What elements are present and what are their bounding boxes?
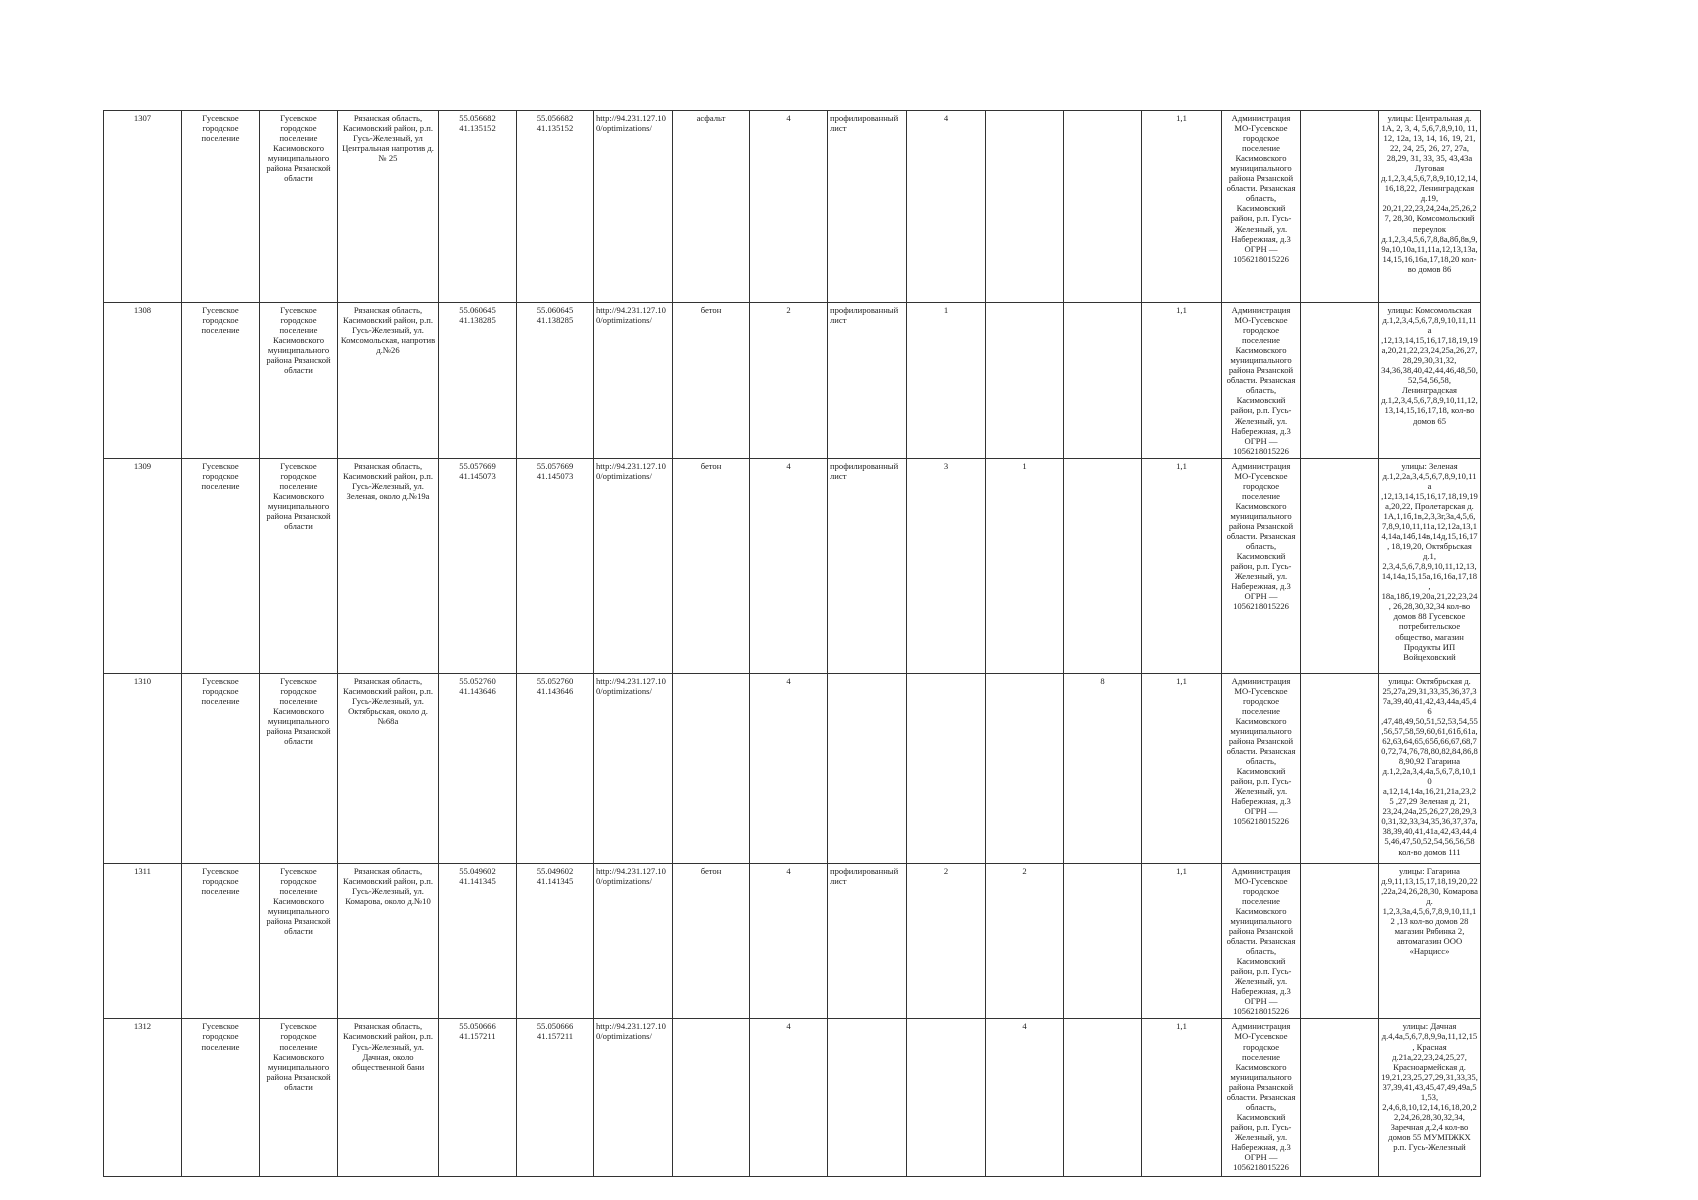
cell-coordinates-lat: 55.056682 41.135152 — [439, 111, 517, 303]
document-sheet — [103, 110, 1481, 1177]
cell-count-b — [986, 303, 1064, 459]
cell-area: 4 — [750, 111, 828, 303]
cell-area: 4 — [750, 863, 828, 1019]
cell-count-d — [1301, 673, 1379, 863]
cell-sources: улицы: Октябрьская д. 25,27а,29,31,33,35,36,37,3 7а,39,40,41,42,43,44а,45,46 ,47,48,49,50,51,52,53,54,55 ,56,57,58,59,60,61,61б,61а, 62,63,64,65,65б,66,67,68,7 0,72,74,76,78,80,82,84,86,8 8,90,92 Гагарина д.1,2,2а,3,4,4а,5,6,7,8,10,10 а,12,14,14а,16,21,21а,23,25 ,27,29 Зеленая д. 21, 23,24,24а,25,26,27,28,29,3 0,31,32,33,34,35,36,37,37а, 38,39,40,41,41а,42,43,44,4 5,46,47,50,52,54,56,56,58 кол-во домов 111 — [1379, 673, 1481, 863]
table-row — [104, 673, 1481, 863]
cell-address: Рязанская область, Касимовский район, р.п. Гусь-Железный, ул. Зеленая, около д.№19а — [338, 458, 439, 673]
cell-owner: Гусевское городское поселение Касимовского муниципального района Рязанской области — [260, 863, 338, 1019]
cell-cover: бетон — [673, 863, 750, 1019]
cell-settlement: Гусевское городское поселение — [182, 111, 260, 303]
cell-count-a: 2 — [907, 863, 986, 1019]
cell-sources: улицы: Дачная д.4,4а,5,6,7,8,9,9а,11,12,15, Красная д.21а,22,23,24,25,27, Красноармейская д. 19,21,23,25,27,29,31,33,35, 37,39,41,43,45,47,49,49а,5 1,53, 2,4,6,8,10,12,14,16,18,20,2 2,24,26,28,30,32,34, Заречная д.2,4 кол-во домов 55 МУМПЖКХ р.п. Гусь-Железный — [1379, 1019, 1481, 1177]
cell-owner: Гусевское городское поселение Касимовского муниципального района Рязанской области — [260, 1019, 338, 1177]
cell-cover — [673, 673, 750, 863]
cell-count-b: 2 — [986, 863, 1064, 1019]
cell-owner: Гусевское городское поселение Касимовского муниципального района Рязанской области — [260, 673, 338, 863]
cell-link[interactable]: http://94.231.127.10 0/optimizations/ — [594, 303, 673, 459]
cell-count-a: 1 — [907, 303, 986, 459]
cell-owner: Гусевское городское поселение Касимовского муниципального района Рязанской области — [260, 303, 338, 459]
cell-coordinates-lon: 55.050666 41.157211 — [517, 1019, 594, 1177]
table-row — [104, 458, 1481, 673]
cell-coordinates-lon: 55.052760 41.143646 — [517, 673, 594, 863]
cell-organization: Администрация МО-Гусевское городское поселение Касимовского муниципального района Рязанской области. Рязанская область, Касимовский район, р.п. Гусь-Железный, ул. Набережная, д.3 ОГРН — 1056218015226 — [1222, 458, 1301, 673]
cell-fence: профилированный лист — [828, 863, 907, 1019]
cell-count-c — [1064, 458, 1142, 673]
cell-volume: 1,1 — [1142, 303, 1222, 459]
cell-coordinates-lon: 55.057669 41.145073 — [517, 458, 594, 673]
cell-area: 4 — [750, 458, 828, 673]
cell-organization: Администрация МО-Гусевское городское поселение Касимовского муниципального района Рязанской области. Рязанская область, Касимовский район, р.п. Гусь-Железный, ул. Набережная, д.3 ОГРН — 1056218015226 — [1222, 673, 1301, 863]
cell-coordinates-lat: 55.052760 41.143646 — [439, 673, 517, 863]
cell-organization: Администрация МО-Гусевское городское поселение Касимовского муниципального района Рязанской области. Рязанская область, Касимовский район, р.п. Гусь-Железный, ул. Набережная, д.3 ОГРН — 1056218015226 — [1222, 1019, 1301, 1177]
cell-sources: улицы: Зеленая д.1,2,2а,3,4,5,6,7,8,9,10,11а ,12,13,14,15,16,17,18,19,19 а,20,22, Пролетарская д. 1А,1,1б,1в,2,3,3г,3а,4,5,6, 7,8,9,10,11,11а,12,12а,13,1 4,14а,14б,14в,14д,15,16,17, 18,19,20, Октябрьская д.1, 2,3,4,5,6,7,8,9,10,11,12,13, 14,14а,15,15а,16,16а,17,18, 18а,18б,19,20а,21,22,23,24, 26,28,30,32,34 кол-во домов 88 Гусевское потребительское общество, магазин Продукты ИП Войцеховский — [1379, 458, 1481, 673]
cell-address: Рязанская область, Касимовский район, р.п. Гусь-Железный, ул. Комарова, около д.№10 — [338, 863, 439, 1019]
cell-cover: асфальт — [673, 111, 750, 303]
cell-area: 2 — [750, 303, 828, 459]
cell-organization: Администрация МО-Гусевское городское поселение Касимовского муниципального района Рязанской области. Рязанская область, Касимовский район, р.п. Гусь-Железный, ул. Набережная, д.3 ОГРН — 1056218015226 — [1222, 111, 1301, 303]
cell-coordinates-lat: 55.060645 41.138285 — [439, 303, 517, 459]
cell-coordinates-lon: 55.049602 41.141345 — [517, 863, 594, 1019]
cell-count-b — [986, 111, 1064, 303]
cell-volume: 1,1 — [1142, 458, 1222, 673]
cell-link[interactable]: http://94.231.127.10 0/optimizations/ — [594, 1019, 673, 1177]
cell-sources: улицы: Комсомольская д.1,2,3,4,5,6,7,8,9,10,11,11а ,12,13,14,15,16,17,18,19,19 а,20,21,22,23,24,25а,26,27, 28,29,30,31,32, 34,36,38,40,42,44,46,48,50, 52,54,56,58, Ленинградская д.1,2,3,4,5,6,7,8,9,10,11,12, 13,14,15,16,17,18, кол-во домов 65 — [1379, 303, 1481, 459]
cell-link[interactable]: http://94.231.127.10 0/optimizations/ — [594, 863, 673, 1019]
cell-count-b: 1 — [986, 458, 1064, 673]
cell-address: Рязанская область, Касимовский район, р.п. Гусь-Железный, ул Центральная напротив д. № 25 — [338, 111, 439, 303]
cell-cover — [673, 1019, 750, 1177]
cell-fence: профилированный лист — [828, 458, 907, 673]
cell-coordinates-lon: 55.060645 41.138285 — [517, 303, 594, 459]
cell-coordinates-lat: 55.057669 41.145073 — [439, 458, 517, 673]
cell-address: Рязанская область, Касимовский район, р.п. Гусь-Железный, ул. Октябрьская, около д. №68а — [338, 673, 439, 863]
cell-count-c — [1064, 863, 1142, 1019]
registry-table — [103, 110, 1481, 1177]
cell-count-a — [907, 1019, 986, 1177]
cell-count-d — [1301, 111, 1379, 303]
cell-cover: бетон — [673, 458, 750, 673]
cell-count-d — [1301, 303, 1379, 459]
cell-owner: Гусевское городское поселение Касимовского муниципального района Рязанской области — [260, 111, 338, 303]
cell-settlement: Гусевское городское поселение — [182, 458, 260, 673]
cell-link[interactable]: http://94.231.127.10 0/optimizations/ — [594, 673, 673, 863]
table-row — [104, 303, 1481, 459]
cell-number: 1309 — [104, 458, 182, 673]
cell-cover: бетон — [673, 303, 750, 459]
cell-area: 4 — [750, 1019, 828, 1177]
cell-count-d — [1301, 863, 1379, 1019]
cell-volume: 1,1 — [1142, 111, 1222, 303]
cell-count-d — [1301, 458, 1379, 673]
cell-count-b: 4 — [986, 1019, 1064, 1177]
table-row — [104, 863, 1481, 1019]
cell-count-a — [907, 673, 986, 863]
cell-count-a: 4 — [907, 111, 986, 303]
cell-area: 4 — [750, 673, 828, 863]
cell-link[interactable]: http://94.231.127.10 0/optimizations/ — [594, 111, 673, 303]
cell-count-c — [1064, 111, 1142, 303]
cell-coordinates-lat: 55.049602 41.141345 — [439, 863, 517, 1019]
cell-count-c: 8 — [1064, 673, 1142, 863]
cell-address: Рязанская область, Касимовский район, р.п. Гусь-Железный, ул. Комсомольская, напротив д.№26 — [338, 303, 439, 459]
cell-fence: профилированный лист — [828, 111, 907, 303]
cell-volume: 1,1 — [1142, 673, 1222, 863]
cell-volume: 1,1 — [1142, 863, 1222, 1019]
cell-sources: улицы: Гагарина д.9,11,13,15,17,18,19,20,22 ,22а,24,26,28,30, Комарова д. 1,2,3,3а,4,5,6,7,8,9,10,11,12 ,13 кол-во домов 28 магазин Рябинка 2, автомагазин ООО «Нарцисс» — [1379, 863, 1481, 1019]
cell-settlement: Гусевское городское поселение — [182, 673, 260, 863]
cell-number: 1307 — [104, 111, 182, 303]
cell-organization: Администрация МО-Гусевское городское поселение Касимовского муниципального района Рязанской области. Рязанская область, Касимовский район, р.п. Гусь-Железный, ул. Набережная, д.3 ОГРН — 1056218015226 — [1222, 863, 1301, 1019]
cell-fence: профилированный лист — [828, 303, 907, 459]
cell-fence — [828, 673, 907, 863]
cell-number: 1312 — [104, 1019, 182, 1177]
cell-count-b — [986, 673, 1064, 863]
cell-fence — [828, 1019, 907, 1177]
cell-address: Рязанская область, Касимовский район, р.п. Гусь-Железный, ул. Дачная, около общественной бани — [338, 1019, 439, 1177]
cell-coordinates-lon: 55.056682 41.135152 — [517, 111, 594, 303]
cell-sources: улицы: Центральная д. 1А, 2, 3, 4, 5,6,7,8,9,10, 11, 12, 12а, 13, 14, 16, 19, 21, 22, 24, 25, 26, 27, 27а, 28,29, 31, 33, 35, 43,43а Луговая д.1,2,3,4,5,6,7,8,9,10,12,14, 16,18,22, Ленинградская д.19, 20,21,22,23,24,24а,25,26,2 7, 28,30, Комсомольский переулок д.1,2,3,4,5,6,7,8,8а,8б,8в,9, 9а,10,10а,11,11а,12,13,13а, 14,15,16,16а,17,18,20 кол-во домов 86 — [1379, 111, 1481, 303]
cell-count-d — [1301, 1019, 1379, 1177]
table-row — [104, 1019, 1481, 1177]
cell-organization: Администрация МО-Гусевское городское поселение Касимовского муниципального района Рязанской области. Рязанская область, Касимовский район, р.п. Гусь-Железный, ул. Набережная, д.3 ОГРН — 1056218015226 — [1222, 303, 1301, 459]
cell-settlement: Гусевское городское поселение — [182, 1019, 260, 1177]
cell-number: 1308 — [104, 303, 182, 459]
cell-volume: 1,1 — [1142, 1019, 1222, 1177]
cell-settlement: Гусевское городское поселение — [182, 863, 260, 1019]
table-row — [104, 111, 1481, 303]
cell-coordinates-lat: 55.050666 41.157211 — [439, 1019, 517, 1177]
cell-count-c — [1064, 303, 1142, 459]
cell-settlement: Гусевское городское поселение — [182, 303, 260, 459]
cell-number: 1311 — [104, 863, 182, 1019]
cell-count-c — [1064, 1019, 1142, 1177]
cell-number: 1310 — [104, 673, 182, 863]
cell-owner: Гусевское городское поселение Касимовского муниципального района Рязанской области — [260, 458, 338, 673]
cell-link[interactable]: http://94.231.127.10 0/optimizations/ — [594, 458, 673, 673]
cell-count-a: 3 — [907, 458, 986, 673]
